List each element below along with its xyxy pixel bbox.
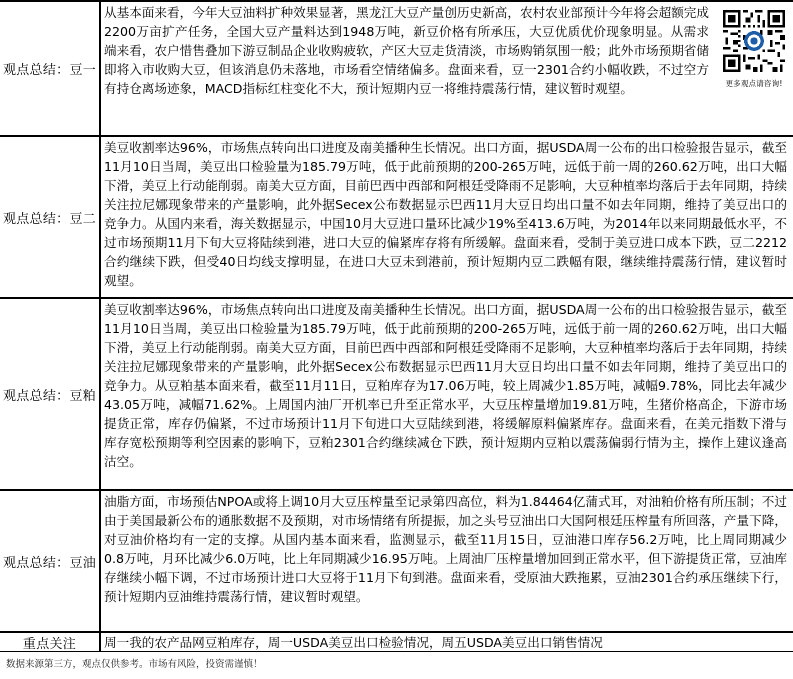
- table-row-soybean-two: [0, 137, 793, 297]
- table-row-soybean-one: [0, 2, 793, 135]
- row-label: 观点总结：豆粕: [0, 299, 101, 489]
- row-label: 观点总结：豆二: [0, 137, 101, 297]
- qr-caption: 更多观点请咨询!: [725, 79, 783, 88]
- row-content: 油脂方面，市场预估NPOA或将上调10月大豆压榨量至记录第四高位，料为1.84464亿蒲式耳，对油粕价格有所压制；不过由于美国最新公布的通胀数据不及预期，对市场情绪有所提振，加之头号豆油出口大国阿根廷压榨量有所回落，产量下降，对豆油价格均有一定的支撑。从国内基本面来看，监测显示，截至11月15日，豆油港口库存56.2万吨，比上周同期减少0.8万吨，月环比减少6.0万吨，比上年同期减少16.95万吨。上周油厂压榨量增加回到正常水平，但下游提货正常，豆油库存继续小幅下调，不过市场预计进口大豆将于11月下旬到港。盘面来看，受原油大跌拖累，豆油2301合约承压继续下行，预计短期内豆油维持震荡行情，建议暂时观望。: [104, 494, 787, 604]
- focus-content: 周一我的农产品网豆粕库存，周一USDA美豆出口检验情况，周五USDA美豆出口销售情况: [104, 635, 603, 650]
- qr-code-icon[interactable]: [723, 10, 785, 72]
- row-content: 从基本面来看，今年大豆油料扩种效果显著，黑龙江大豆产量创历史新高，农村农业部预计今年将会超额完成2200万亩扩产任务，全国大豆产量料达到1948万吨，新豆价格有所承压，大豆优质优价现象明显。从需求端来看，农户惜售叠加下游豆制品企业收购疲软，产区大豆走货清淡，市场购销氛围一般；此外市场预期省储即将入市收购大豆，但该消息仍未落地，市场看空情绪偏多。盘面来看，豆一2301合约小幅收跌，不过空方有持仓离场迹象，MACD指标红柱变化不大，预计短期内豆一将维持震荡行情，建议暂时观望。: [104, 5, 709, 96]
- table-row-focus: [0, 633, 793, 651]
- focus-label: 重点关注: [0, 633, 101, 651]
- table-row-soybean-oil: [0, 491, 793, 631]
- disclaimer-footnote: 数据来源第三方，观点仅供参考。市场有风险，投资需谨慎！: [6, 659, 263, 670]
- row-label: 观点总结：豆一: [0, 2, 101, 135]
- row-content: 美豆收割率达96%，市场焦点转向出口进度及南美播种生长情况。出口方面，据USDA周一公布的出口检验报告显示，截至11月10日当周，美豆出口检验量为185.79万吨，低于此前预期的200-265万吨，远低于前一周的260.62万吨，出口大幅下滑，美豆上行动能削弱。南美大豆方面，目前巴西中西部和阿根廷受降雨不足影响，大豆种植率均落后于去年同期，持续关注拉尼娜现象带来的产量影响，此外据Secex公布数据显示巴西11月大豆日均出口量不如去年同期，维持了美豆出口的竞争力。从豆粕基本面来看，截至11月11日，豆粕库存为17.06万吨，较上周减少1.85万吨，减幅9.78%，同比去年减少43.05万吨，减幅71.62%。上周国内油厂开机率已升至正常水平，大豆压榨量增加19.81万吨，生猪价格高企，下游市场提货正常，库存仍偏紧，不过市场预计11月下旬进口大豆陆续到港，将缓解原料偏紧库存。盘面来看，在美元指数下滑与库存宽松预期等利空因素的影响下，豆粕2301合约继续减仓下跌，预计短期内豆粕以震荡偏弱行情为主，操作上建议逢高沽空。: [104, 302, 787, 469]
- table-bottom-border: [0, 651, 793, 652]
- row-label: 观点总结：豆油: [0, 491, 101, 631]
- table-row-soybean-meal: [0, 299, 793, 489]
- qr-code-block[interactable]: [719, 10, 789, 89]
- row-content: 美豆收割率达96%，市场焦点转向出口进度及南美播种生长情况。出口方面，据USDA周一公布的出口检验报告显示，截至11月10日当周，美豆出口检验量为185.79万吨，低于此前预期的200-265万吨，远低于前一周的260.62万吨，出口大幅下滑，美豆上行动能削弱。南美大豆方面，目前巴西中西部和阿根廷受降雨不足影响，大豆种植率均落后于去年同期，持续关注拉尼娜现象带来的产量影响，此外据Secex公布数据显示巴西11月大豆日均出口量不如去年同期，维持了美豆出口的竞争力。从国内来看，海关数据显示，中国10月大豆进口量环比减少19%至413.6万吨，为2014年以来同期最低水平，不过市场预期11月下旬大豆将陆续到港，进口大豆的偏紧库存将有所缓解。盘面来看，受制于美豆进口成本下跌，豆二2212合约继续下跌，但受40日均线支撑明显，在进口大豆未到港前，预计短期内豆二跌幅有限，继续维持震荡行情，建议暂时观望。: [104, 140, 787, 288]
